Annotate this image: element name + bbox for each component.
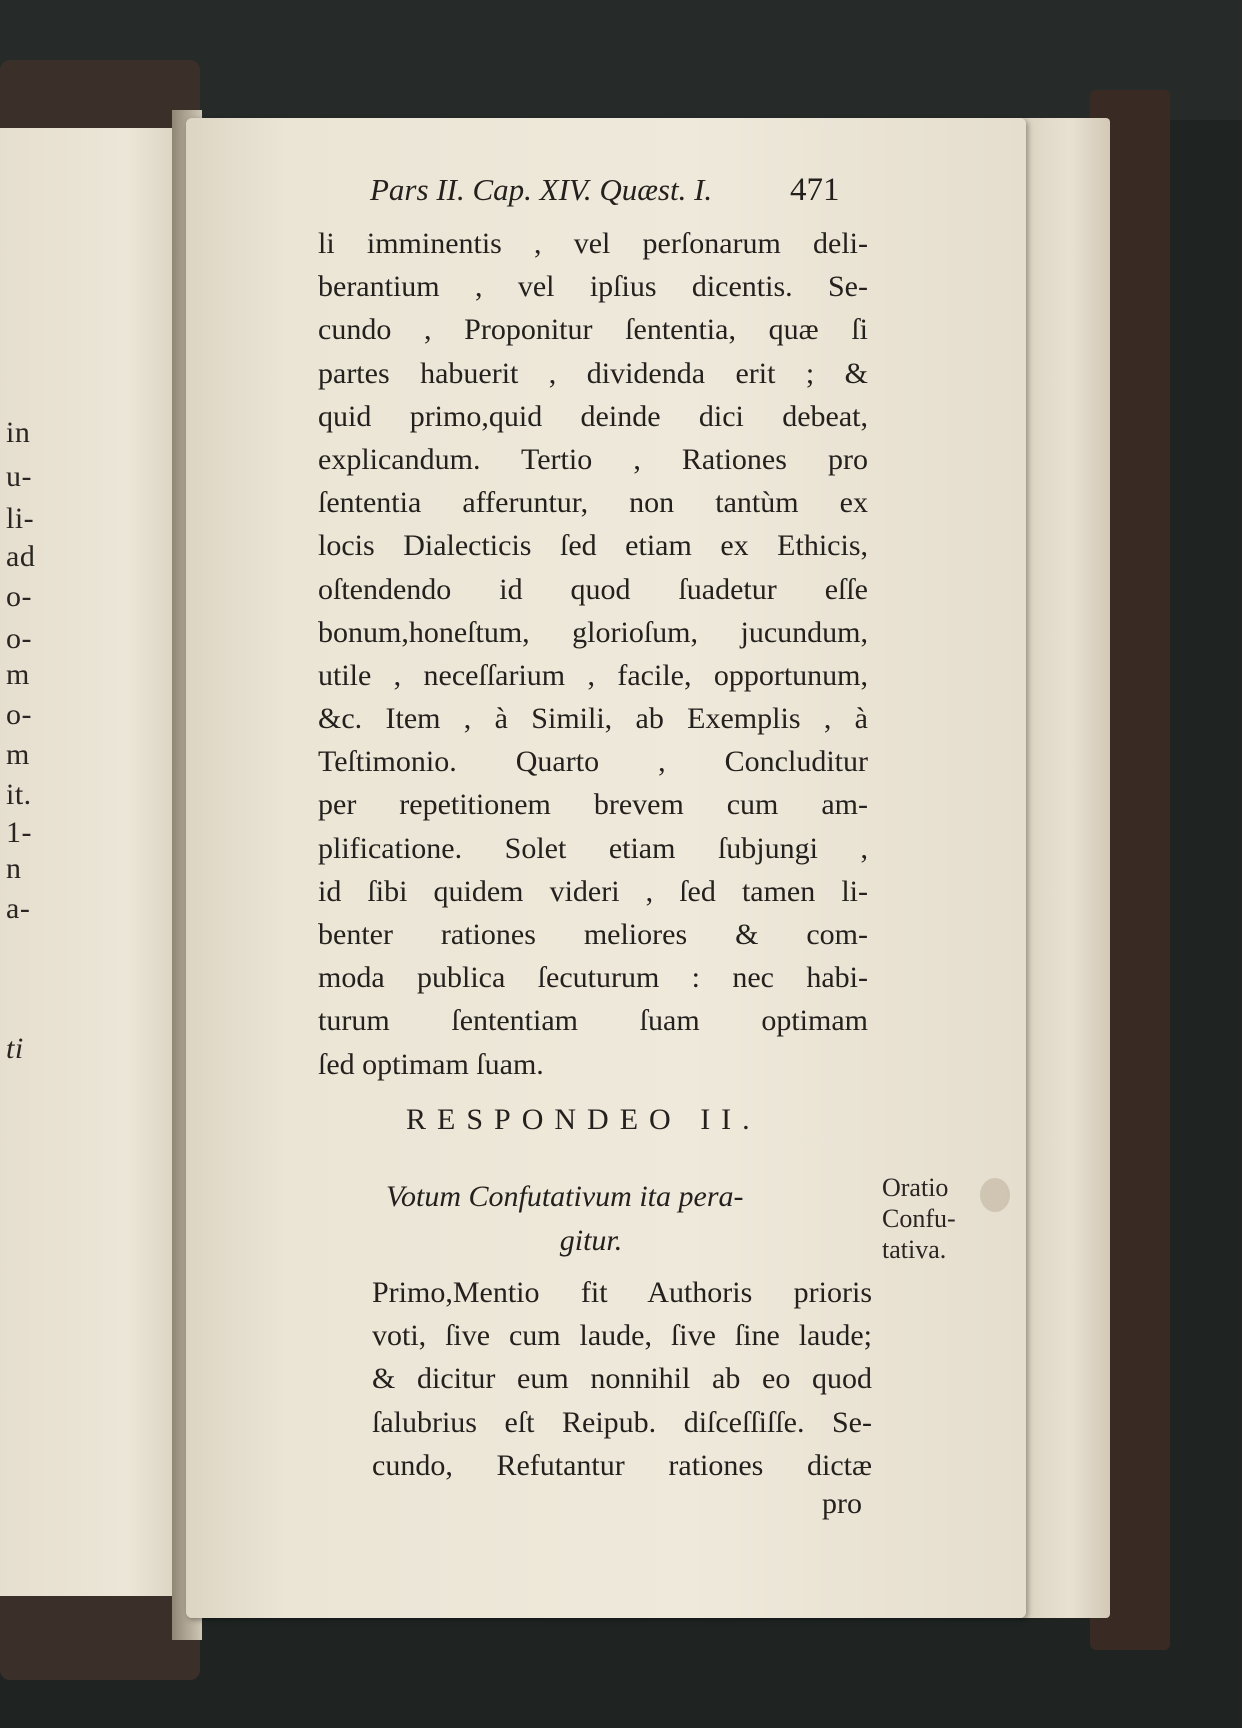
text-line: turum ſententiam ſuam optimam	[318, 1004, 868, 1038]
left-page-fragment: li-	[6, 502, 35, 535]
margin-note-line: Oratio	[882, 1173, 949, 1202]
text-line: per repetitionem brevem cum am-	[318, 788, 868, 822]
text-line: quid primo,quid deinde dici debeat,	[318, 399, 868, 433]
text-line: ſalubrius eſt Reipub. diſceſſiſſe. Se-	[372, 1405, 872, 1439]
left-page-fragment: u-	[6, 460, 32, 493]
text-line: utile , neceſſarium , facile, opportunum,	[318, 658, 868, 692]
running-head	[370, 172, 860, 208]
left-page-fragment: m	[6, 658, 30, 691]
text-line: benter rationes meliores & com-	[318, 918, 868, 951]
text-line: Teſtimonio. Quarto , Concluditur	[318, 745, 868, 779]
text-line: Primo,Mentio fit Authoris prioris	[372, 1276, 872, 1309]
left-page-fragment: ad	[6, 540, 36, 573]
body-text-block-1	[318, 222, 868, 1086]
text-line: explicandum. Tertio , Rationes pro	[318, 442, 868, 476]
running-head-text: Pars II. Cap. XIV. Quæst. I.	[370, 172, 713, 207]
text-line: voti, ſive cum laude, ſive ſine laude;	[372, 1319, 872, 1353]
text-line: id ſibi quidem videri , ſed tamen li-	[318, 874, 868, 908]
ink-stain	[980, 1178, 1010, 1212]
text-line: partes habuerit , dividenda erit ; &	[318, 356, 868, 390]
left-page-fragment: o-	[6, 698, 32, 731]
page-number: 471	[790, 172, 840, 208]
left-page-fragment: in	[6, 416, 31, 449]
subheading-line-2: gitur.	[559, 1224, 623, 1257]
left-page-fragment: o-	[6, 580, 32, 613]
text-line: ſententia afferuntur, non tantùm ex	[318, 486, 868, 520]
text-line: bonum,honeſtum, glorioſum, jucundum,	[318, 615, 868, 649]
catchword: pro	[822, 1487, 862, 1520]
left-page-fragment: o-	[6, 622, 32, 655]
text-line: cundo , Proponitur ſententia, quæ ſi	[318, 313, 868, 347]
text-line: plificatione. Solet etiam ſubjungi ,	[318, 831, 868, 865]
left-page-fragment: 1-	[6, 816, 32, 849]
text-line: cundo, Refutantur rationes dictæ	[372, 1448, 872, 1482]
margin-note-line: Confu-	[882, 1204, 956, 1233]
left-page-fragment: it.	[6, 778, 32, 811]
section-heading: RESPONDEO II.	[406, 1103, 761, 1136]
text-line: li imminentis , vel perſonarum deli-	[318, 227, 868, 260]
text-line: ſed optimam ſuam.	[318, 1047, 544, 1081]
body-text-block-2	[372, 1271, 872, 1487]
left-page	[0, 128, 184, 1596]
left-page-fragment: m	[6, 738, 30, 771]
margin-note-line: tativa.	[882, 1235, 947, 1264]
left-page-fragment: a-	[6, 892, 31, 925]
left-page-fragment: n	[6, 852, 22, 885]
left-page-fragment: ti	[6, 1032, 24, 1065]
text-line: locis Dialecticis ſed etiam ex Ethicis,	[318, 529, 868, 563]
subheading	[386, 1175, 826, 1263]
text-line: moda publica ſecuturum : nec habi-	[318, 961, 868, 995]
text-line: & dicitur eum nonnihil ab eo quod	[372, 1362, 872, 1396]
margin-note	[882, 1172, 982, 1265]
subheading-line-1: Votum Confutativum ita pera-	[386, 1180, 744, 1213]
text-line: &c. Item , à Simili, ab Exemplis , à	[318, 702, 868, 736]
text-line: oſtendendo id quod ſuadetur eſſe	[318, 572, 868, 606]
text-line: berantium , vel ipſius dicentis. Se-	[318, 270, 868, 304]
